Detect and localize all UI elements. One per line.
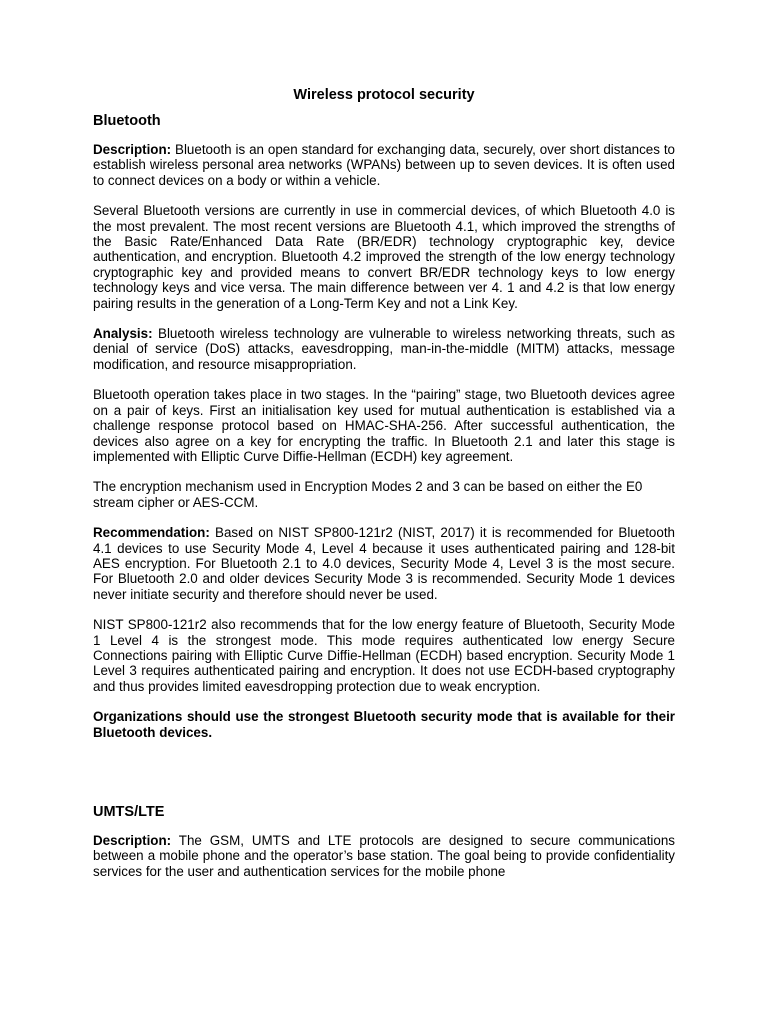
bluetooth-operation-paragraph: Bluetooth operation takes place in two stages. In the “pairing” stage, two Bluetooth devices agree on a pair of keys. First an initialisation key used for mutual authentication is established via a challenge response protocol based on HMAC-SHA-256. After successful authentication, the devices also agree on a key for encrypting the traffic. In Bluetooth 2.1 and later this stage is implemented with Elliptic Curve Diffie-Hellman (ECDH) key agreement.: [93, 387, 675, 464]
bluetooth-description-text: Bluetooth is an open standard for exchanging data, securely, over short distances to establish wireless personal area networks (WPANs) between up to seven devices. It is often used to connect devices on a body or within a vehicle.: [93, 142, 675, 188]
umts-heading: UMTS/LTE: [93, 804, 165, 820]
bluetooth-versions-paragraph: Several Bluetooth versions are currently in use in commercial devices, of which Bluetooth 4.0 is the most prevalent. The most recent versions are Bluetooth 4.1, which improved the strengths of the Basic Rate/Enhanced Data Rate (BR/EDR) technology cryptographic key, device authentication, and encryption. Bluetooth 4.2 improved the strength of the low energy technology cryptographic key and provided means to convert BR/EDR technology keys to low energy technology keys and vice versa. The main difference between ver 4. 1 and 4.2 is that low energy pairing results in the generation of a Long-Term Key and not a Link Key.: [93, 203, 675, 311]
bluetooth-encryption-paragraph: The encryption mechanism used in Encryption Modes 2 and 3 can be based on either the E0 stream cipher or AES-CCM.: [93, 479, 643, 510]
bluetooth-organizations-paragraph: Organizations should use the strongest Bluetooth security mode that is available for their Bluetooth devices.: [93, 709, 675, 740]
document-page: [93, 86, 675, 894]
bluetooth-analysis-text: Bluetooth wireless technology are vulnerable to wireless networking threats, such as denial of service (DoS) attacks, eavesdropping, man-in-the-middle (MITM) attacks, message modification, and resource misappropriation.: [93, 326, 675, 372]
umts-description-text: The GSM, UMTS and LTE protocols are designed to secure communications between a mobile phone and the operator’s base station. The goal being to provide confidentiality services for the user and authentication services for the mobile phone: [93, 833, 675, 879]
bluetooth-recommendation-label: Recommendation:: [93, 525, 210, 541]
bluetooth-description-paragraph: [93, 142, 675, 188]
bluetooth-analysis-label: Analysis:: [93, 326, 153, 342]
document-title: Wireless protocol security: [293, 87, 475, 103]
section-spacer: [93, 755, 675, 803]
bluetooth-recommendation-text: Based on NIST SP800-121r2 (NIST, 2017) it is recommended for Bluetooth 4.1 devices to use Security Mode 4, Level 4 because it uses authenticated pairing and 128-bit AES encryption. For Bluetooth 2.1 to 4.0 devices, Security Mode 4, Level 3 is the most secure. For Bluetooth 2.0 and older devices Security Mode 3 is recommended. Security Mode 1 devices never initiate security and therefore should never be used.: [93, 525, 675, 602]
umts-description-label: Description:: [93, 833, 172, 848]
bluetooth-heading: Bluetooth: [93, 113, 161, 129]
bluetooth-description-label: Description:: [93, 142, 172, 157]
bluetooth-recommendation-paragraph: [93, 525, 675, 602]
bluetooth-analysis-paragraph: [93, 326, 675, 372]
umts-description-paragraph: [93, 833, 675, 879]
bluetooth-nist-paragraph: NIST SP800-121r2 also recommends that for the low energy feature of Bluetooth, Security Mode 1 Level 4 is the strongest mode. This mode requires authenticated low energy Secure Connections pairing with Elliptic Curve Diffie-Hellman (ECDH) based encryption. Security Mode 1 Level 3 requires authenticated pairing and encryption. It does not use ECDH-based cryptography and thus provides limited eavesdropping protection due to weak encryption.: [93, 617, 675, 694]
